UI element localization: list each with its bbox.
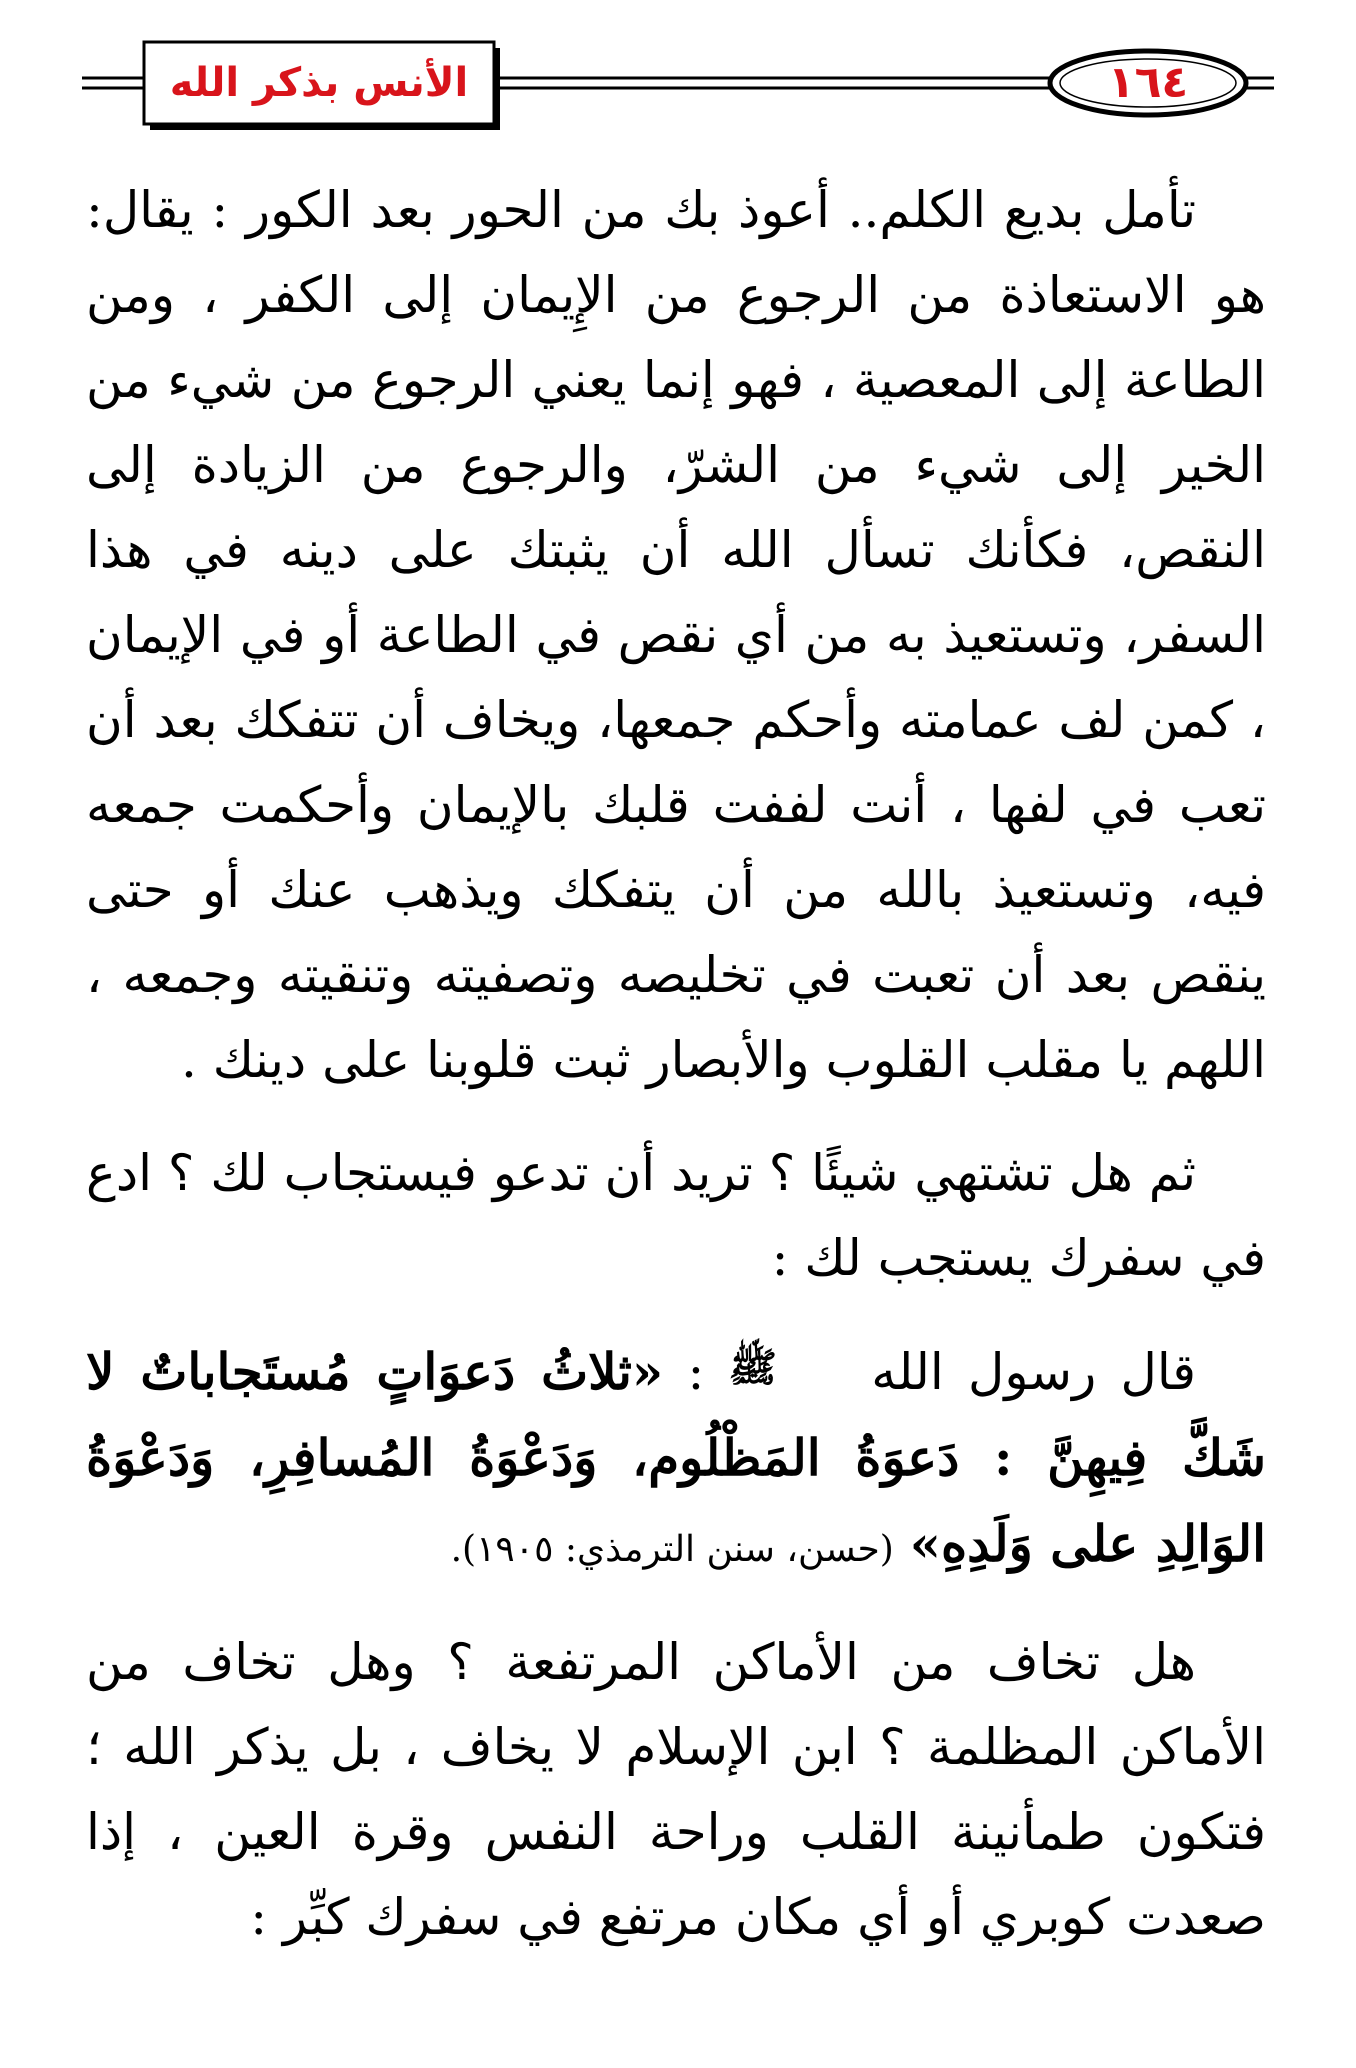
hadith-open-quote: « [631, 1342, 664, 1401]
page-number: ١٦٤ [1107, 56, 1189, 108]
hadith-citation: (حسن، سنن الترمذي: ١٩٠٥). [450, 1529, 894, 1570]
book-title: الأنس بذكر الله [169, 60, 469, 106]
paragraph-travel-dua: ثم هل تشتهي شيئًا ؟ تريد أن تدعو فيستجاب لك ؟ ادع في سفرك يستجب لك : [86, 1144, 1266, 1287]
paragraph-refuge: تأمل بديع الكلم.. أعوذ بك من الحور بعد الكور : يقال: هو الاستعاذة من الرجوع من الإِيمان إلى الكفر ، ومن الطاعة إلى المعصية ، فهو إنما يعني الرجوع من شيء من الخير إلى شيء من الشرّ، والرجوع من الزيادة إلى النقص، فكأنك تسأل الله أن يثبتك على دينه في هذا السفر، وتستعيذ به من أي نقص في الطاعة أو في الإيمان ، كمن لف عمامته وأحكم جمعها، ويخاف أن تتفكك بعد أن تعب في لفها ، أنت لففت قلبك بالإيمان وأحكمت جمعه فيه، وتستعيذ بالله من أن يتفكك ويذهب عنك أو حتى ينقص بعد أن تعبت في تخليصه وتصفيته وتنقيته وجمعه ، اللهم يا مقلب القلوب والأبصار ثبت قلوبنا على دينك . [86, 181, 1266, 1089]
hadith-separator: : [663, 1343, 729, 1401]
hadith-intro: قال رسول الله [871, 1343, 1196, 1401]
hadith-close-quote: » [909, 1514, 941, 1573]
hadith-paragraph [86, 1329, 1266, 1592]
salla-allahu-alayhi-wasallam-glyph: ﷺ [728, 1344, 777, 1391]
hadith-text: ثلاثُ دَعوَاتٍ مُستَجاباتٌ لا شَكَّ فِيهِنَّ : دَعوَةُ المَظْلُوم، وَدَعْوَةُ المُسافِرِ، وَدَعْوَةُ الوَالِدِ على وَلَدِهِ [86, 1342, 1266, 1573]
page-body [86, 168, 1266, 1960]
paragraph-heights: هل تخاف من الأماكن المرتفعة ؟ وهل تخاف من الأماكن المظلمة ؟ ابن الإسلام لا يخاف ، بل يذكر الله ؛ فتكون طمأنينة القلب وراحة النفس وقرة العين ، إذا صعدت كوبري أو أي مكان مرتفع في سفرك كبِّر : [86, 1633, 1266, 1946]
page-header [82, 38, 1274, 134]
